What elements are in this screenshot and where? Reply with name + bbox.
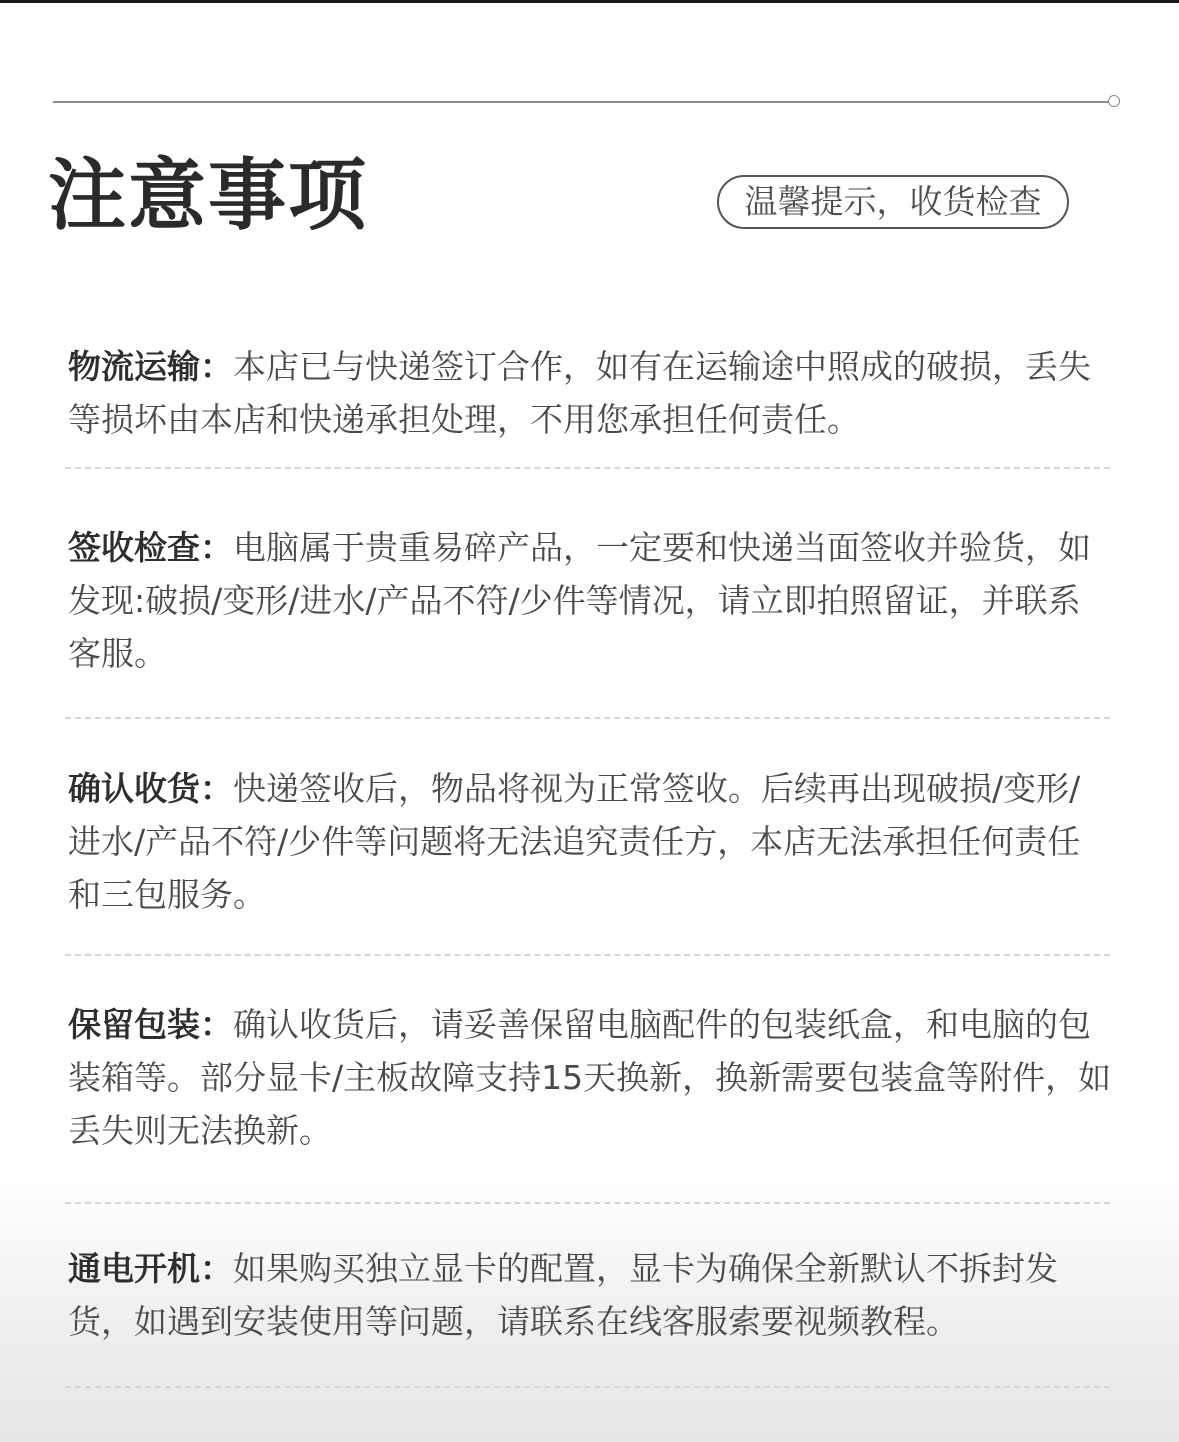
notice-paragraph <box>68 340 1113 446</box>
page-title: 注意事项 <box>48 151 369 241</box>
section-divider <box>65 467 1110 469</box>
notice-item-confirm-receipt <box>68 762 1113 921</box>
section-divider <box>65 717 1110 719</box>
notice-label: 确认收货： <box>68 769 233 808</box>
notice-paragraph <box>68 998 1113 1157</box>
notice-body: 快递签收后，物品将视为正常签收。后续再出现破损/变形/进水/产品不符/少件等问题将无法追究责任方，本店无法承担任何责任和三包服务。 <box>68 769 1081 914</box>
header-rule <box>53 101 1111 103</box>
notice-item-power-on <box>68 1242 1113 1348</box>
top-border <box>0 0 1179 3</box>
notice-label: 物流运输： <box>68 347 233 386</box>
notice-body: 确认收货后，请妥善保留电脑配件的包装纸盒，和电脑的包装箱等。部分显卡/主板故障支持15天换新，换新需要包装盒等附件，如丢失则无法换新。 <box>68 1005 1112 1150</box>
notice-item-logistics <box>68 340 1113 446</box>
section-divider <box>65 954 1110 956</box>
notice-paragraph <box>68 1242 1113 1348</box>
notice-label: 通电开机： <box>68 1249 233 1288</box>
notice-paragraph <box>68 762 1113 921</box>
notice-paragraph <box>68 521 1113 680</box>
notice-label: 保留包装： <box>68 1005 233 1044</box>
notice-item-keep-packaging <box>68 998 1113 1157</box>
notice-body: 本店已与快递签订合作，如有在运输途中照成的破损，丢失等损坏由本店和快递承担处理，不用您承担任何责任。 <box>68 347 1091 439</box>
notice-item-signing-check <box>68 521 1113 680</box>
section-divider <box>65 1386 1110 1388</box>
notice-body: 电脑属于贵重易碎产品，一定要和快递当面签收并验货，如发现:破损/变形/进水/产品不符/少件等情况，请立即拍照留证，并联系客服。 <box>68 528 1091 673</box>
section-divider <box>65 1202 1110 1204</box>
header-rule-dot-icon <box>1108 95 1120 107</box>
tip-badge: 温馨提示，收货检查 <box>717 175 1069 229</box>
notice-body: 如果购买独立显卡的配置，显卡为确保全新默认不拆封发货，如遇到安装使用等问题，请联系在线客服索要视频教程。 <box>68 1249 1058 1341</box>
notice-label: 签收检查： <box>68 528 233 567</box>
